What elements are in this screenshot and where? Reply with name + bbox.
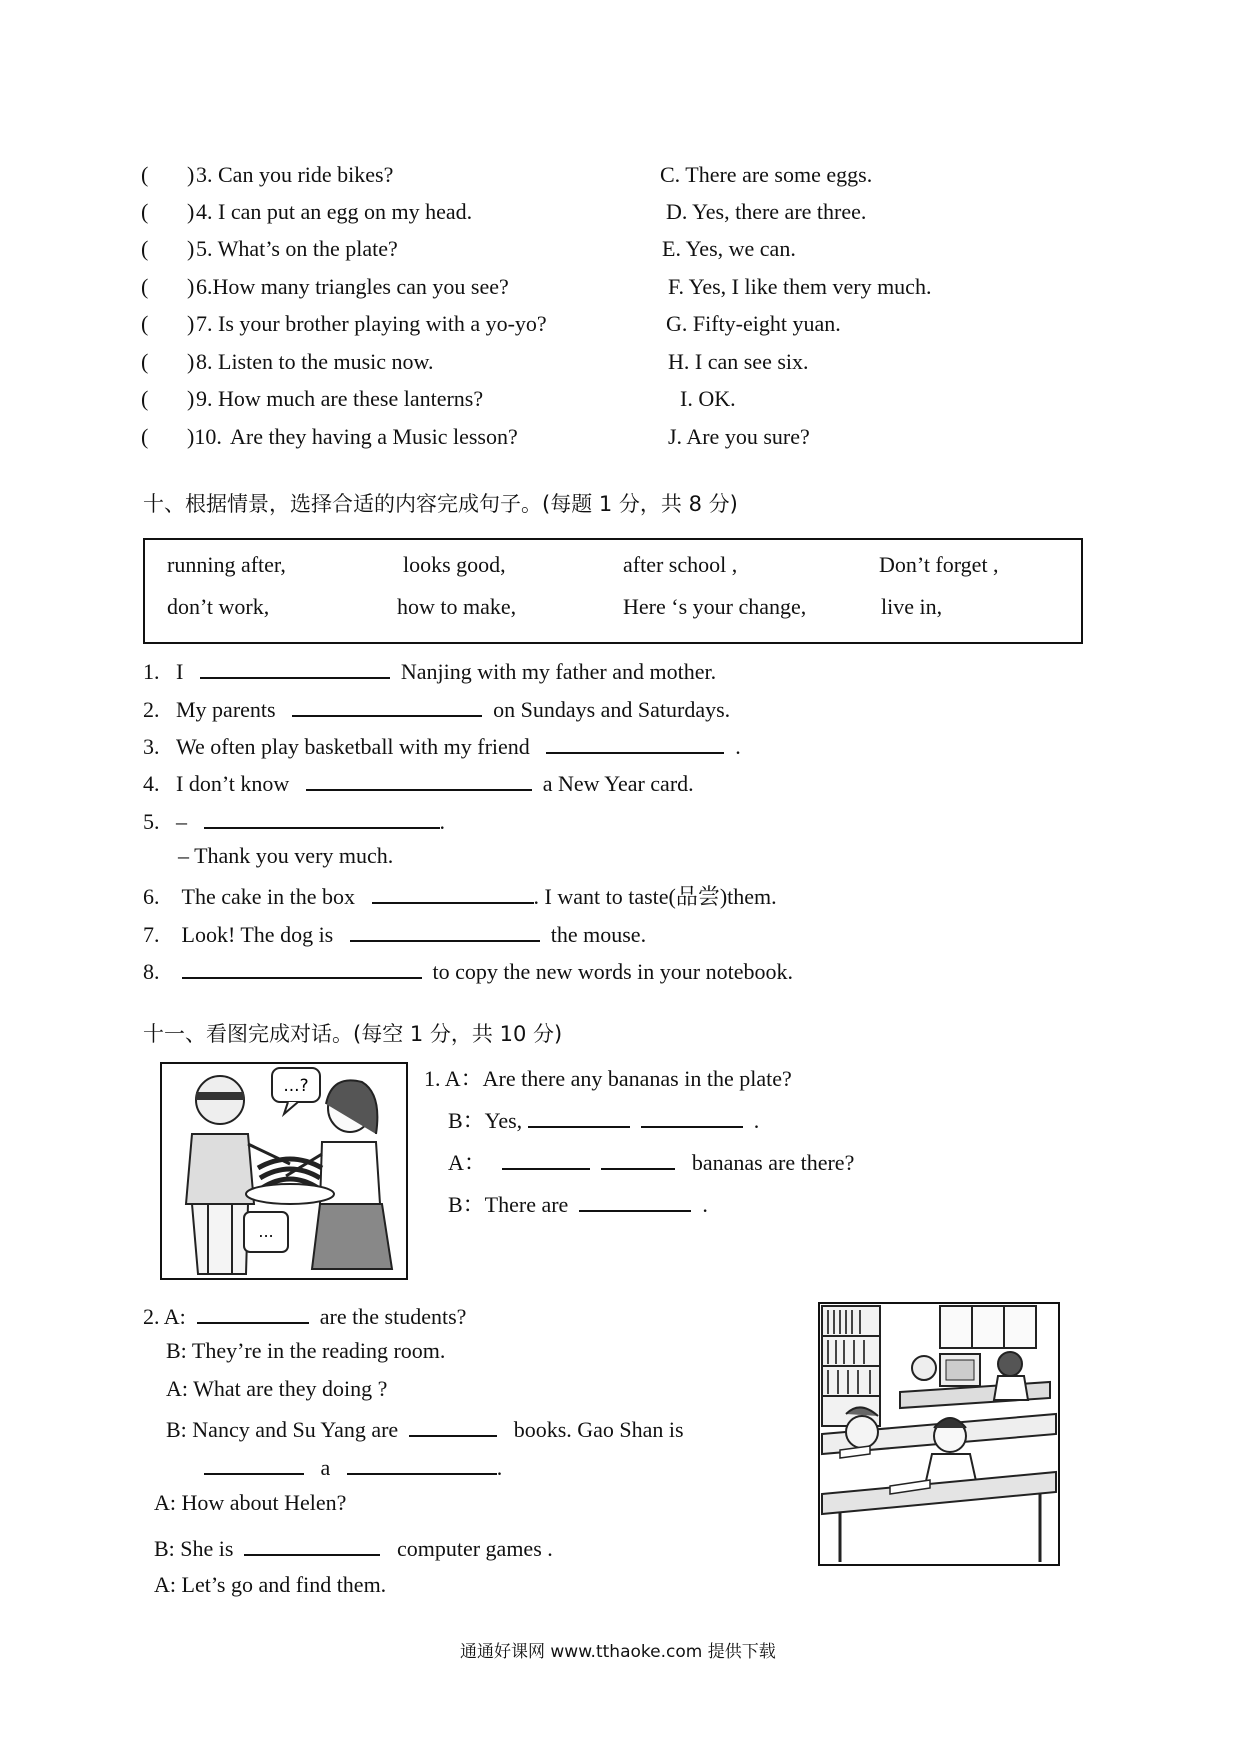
picture-reading-room: [818, 1302, 1060, 1566]
section-11-heading: 十一、看图完成对话。(每空 1 分，共 10 分): [143, 1022, 563, 1046]
word-bank-item: looks good,: [403, 552, 506, 577]
sentence-4: 4. I don’t know a New Year card.: [143, 767, 694, 797]
answer-blank[interactable]: [200, 655, 390, 679]
answer-paren-open[interactable]: (: [141, 311, 149, 336]
answer-paren-close: ): [187, 236, 195, 261]
answer-blank[interactable]: [244, 1532, 380, 1556]
sentence-8: 8. to copy the new words in your notebook.: [143, 955, 793, 985]
word-bank-item: live in,: [881, 594, 943, 619]
word-bank-item: Don’t forget ,: [879, 552, 999, 577]
matching-question: Are they having a Music lesson?: [230, 424, 518, 449]
dialogue2-line6: A: How about Helen?: [154, 1490, 347, 1515]
word-bank-item: how to make,: [397, 594, 517, 619]
dialogue2-line3: A: What are they doing ?: [166, 1376, 388, 1401]
picture-bananas: [160, 1062, 408, 1280]
children-bananas-illustration: [162, 1064, 406, 1278]
matching-question: 5. What’s on the plate?: [196, 236, 398, 261]
answer-blank[interactable]: [409, 1413, 497, 1437]
word-bank-item: Here ‘s your change,: [623, 594, 807, 619]
answer-blank[interactable]: [528, 1104, 630, 1128]
word-bank-item: after school ,: [623, 552, 738, 577]
matching-answer: H. I can see six.: [668, 349, 809, 374]
matching-answer: F. Yes, I like them very much.: [668, 274, 932, 299]
answer-blank[interactable]: [204, 1451, 304, 1475]
dialogue2-line1: 2. A: are the students?: [143, 1300, 466, 1330]
answer-blank[interactable]: [182, 955, 422, 979]
answer-paren-close: )10.: [187, 424, 222, 449]
answer-blank[interactable]: [197, 1300, 309, 1324]
matching-answer: D. Yes, there are three.: [666, 199, 867, 224]
footer-credit: 通通好课网 www.tthaoke.com 提供下载: [460, 1642, 776, 1662]
answer-blank[interactable]: [502, 1146, 590, 1170]
answer-paren-close: ): [187, 349, 195, 374]
answer-blank[interactable]: [372, 880, 534, 904]
word-bank-box: [143, 538, 1083, 644]
sentence-1: 1. I Nanjing with my father and mother.: [143, 655, 716, 685]
answer-paren-open[interactable]: (: [141, 199, 149, 224]
answer-blank[interactable]: [204, 805, 440, 829]
dialogue1-line4: B：There are .: [448, 1188, 708, 1219]
dialogue2-line2: B: They’re in the reading room.: [166, 1338, 446, 1363]
answer-blank[interactable]: [292, 693, 482, 717]
answer-paren-open[interactable]: (: [141, 162, 149, 187]
answer-blank[interactable]: [579, 1188, 691, 1212]
answer-paren-open[interactable]: (: [141, 349, 149, 374]
answer-paren-open[interactable]: (: [141, 236, 149, 261]
sentence-7: 7. Look! The dog is the mouse.: [143, 918, 646, 948]
answer-paren-open[interactable]: (: [141, 424, 149, 449]
dialogue2-line4: B: Nancy and Su Yang are books. Gao Shan is: [166, 1413, 684, 1443]
bubble-question-text: ...?: [283, 1076, 309, 1096]
matching-answer: G. Fifty-eight yuan.: [666, 311, 841, 336]
matching-question: 9. How much are these lanterns?: [196, 386, 484, 411]
sentence-2: 2. My parents on Sundays and Saturdays.: [143, 693, 730, 723]
answer-blank[interactable]: [306, 767, 532, 791]
dialogue1-line2: B：Yes, .: [448, 1104, 759, 1135]
matching-answer: C. There are some eggs.: [660, 162, 873, 187]
dialogue1-line3: A： bananas are there?: [448, 1146, 854, 1177]
matching-answer: I. OK.: [680, 386, 736, 411]
answer-blank[interactable]: [641, 1104, 743, 1128]
matching-question: 8. Listen to the music now.: [196, 349, 434, 374]
sentence-5: 5. – .: [143, 805, 445, 835]
sentence-3: 3. We often play basketball with my friend .: [143, 730, 741, 760]
answer-paren-close: ): [187, 162, 195, 187]
answer-blank[interactable]: [601, 1146, 675, 1170]
answer-paren-close: ): [187, 386, 195, 411]
matching-question: 4. I can put an egg on my head.: [196, 199, 473, 224]
answer-blank[interactable]: [546, 730, 724, 754]
dialogue2-line5: a .: [204, 1451, 502, 1481]
bubble-answer-text: ...: [258, 1222, 274, 1241]
answer-paren-open[interactable]: (: [141, 386, 149, 411]
answer-blank[interactable]: [347, 1451, 497, 1475]
answer-paren-close: ): [187, 311, 195, 336]
answer-blank[interactable]: [350, 918, 540, 942]
answer-paren-open[interactable]: (: [141, 274, 149, 299]
answer-paren-close: ): [187, 274, 195, 299]
sentence-5-reply: – Thank you very much.: [178, 843, 394, 868]
word-bank-item: running after,: [167, 552, 286, 577]
matching-answer: E. Yes, we can.: [662, 236, 796, 261]
reading-room-illustration: [820, 1304, 1058, 1564]
sentence-6: 6. The cake in the box . I want to taste(品尝)them.: [143, 880, 777, 911]
matching-question: 6.How many triangles can you see?: [196, 274, 509, 299]
dialogue1-line1: 1. A：Are there any bananas in the plate?: [424, 1066, 792, 1091]
matching-question: 3. Can you ride bikes?: [196, 162, 394, 187]
dialogue2-line7: B: She is computer games .: [154, 1532, 553, 1562]
matching-question: 7. Is your brother playing with a yo-yo?: [196, 311, 547, 336]
matching-answer: J. Are you sure?: [668, 424, 810, 449]
dialogue2-line8: A: Let’s go and find them.: [154, 1572, 387, 1597]
answer-paren-close: ): [187, 199, 195, 224]
section-10-heading: 十、根据情景，选择合适的内容完成句子。(每题 1 分，共 8 分): [143, 492, 738, 516]
word-bank-item: don’t work,: [167, 594, 270, 619]
